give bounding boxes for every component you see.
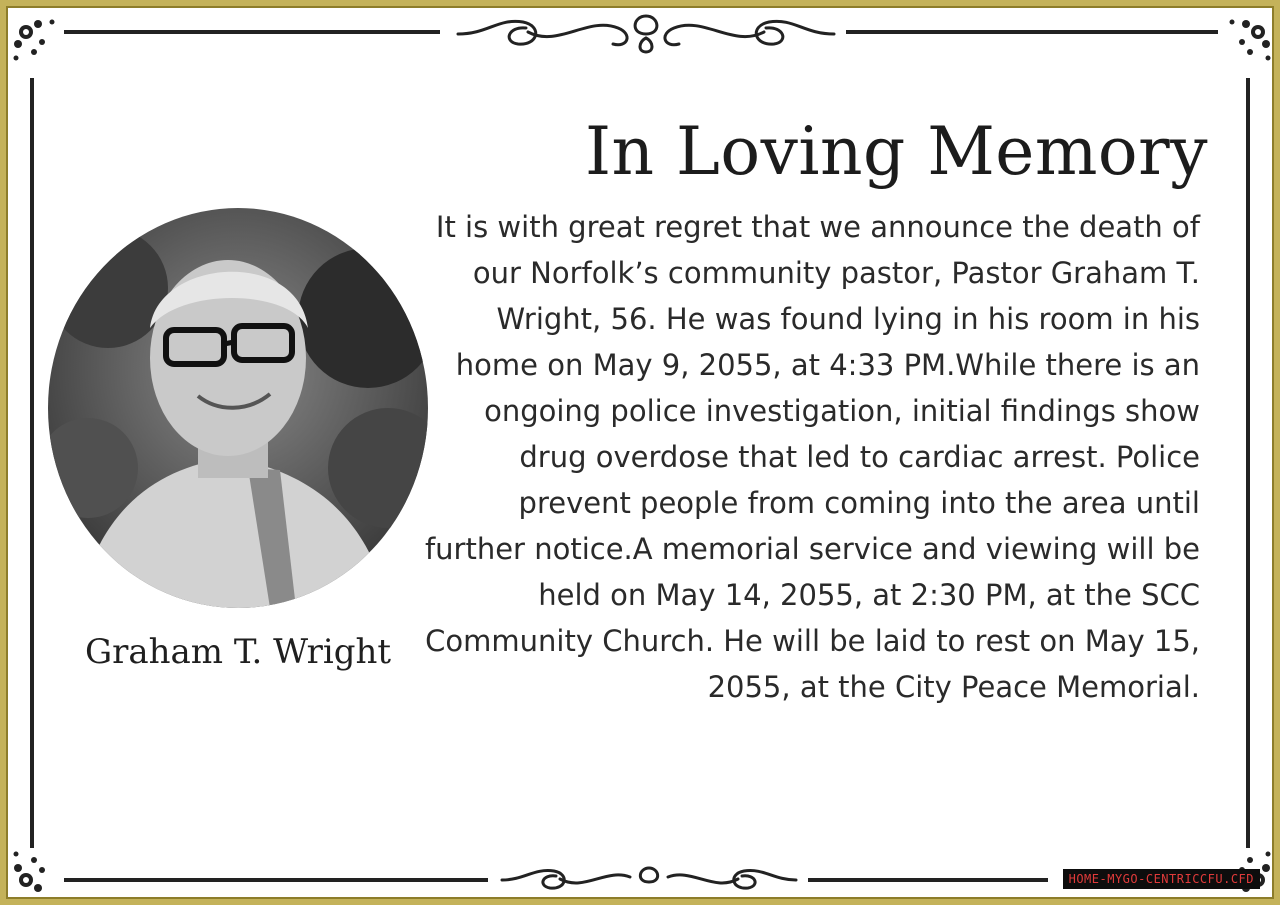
bottom-rule-right: [808, 878, 1048, 882]
right-rule: [1246, 78, 1250, 848]
scroll-flourish-icon: [448, 8, 844, 56]
bottom-rule-left: [64, 878, 488, 882]
left-rule: [30, 78, 34, 848]
watermark-label: HOME-MYGO-CENTRICCFU.CFD: [1063, 869, 1260, 889]
floral-corner-icon: [8, 838, 68, 898]
floral-corner-icon: [1216, 838, 1276, 898]
scroll-flourish-icon: [494, 862, 804, 896]
notice-title: In Loving Memory: [584, 113, 1208, 190]
deceased-name-caption: Graham T. Wright: [84, 632, 392, 672]
top-rule-right: [846, 30, 1218, 34]
floral-corner-icon: [1216, 14, 1276, 74]
top-rule-left: [64, 30, 440, 34]
floral-corner-icon: [8, 14, 68, 74]
portrait-photo: [48, 208, 428, 608]
obituary-card: [6, 6, 1274, 899]
obituary-text: It is with great regret that we announce the death of our Norfolk’s community pastor, Pastor Graham T. Wright, 56. He was found lying in his room in his home on May 9, 2055, at 4:33 PM.While there is an ongoing police investigation, initial findings show drug overdose that led to cardiac arrest. Police prevent people from coming into the area until further notice.A memorial service and viewing will be held on May 14, 2055, at 2:30 PM, at the SCC Community Church. He will be laid to rest on May 15, 2055, at the City Peace Memorial.: [424, 210, 1200, 704]
